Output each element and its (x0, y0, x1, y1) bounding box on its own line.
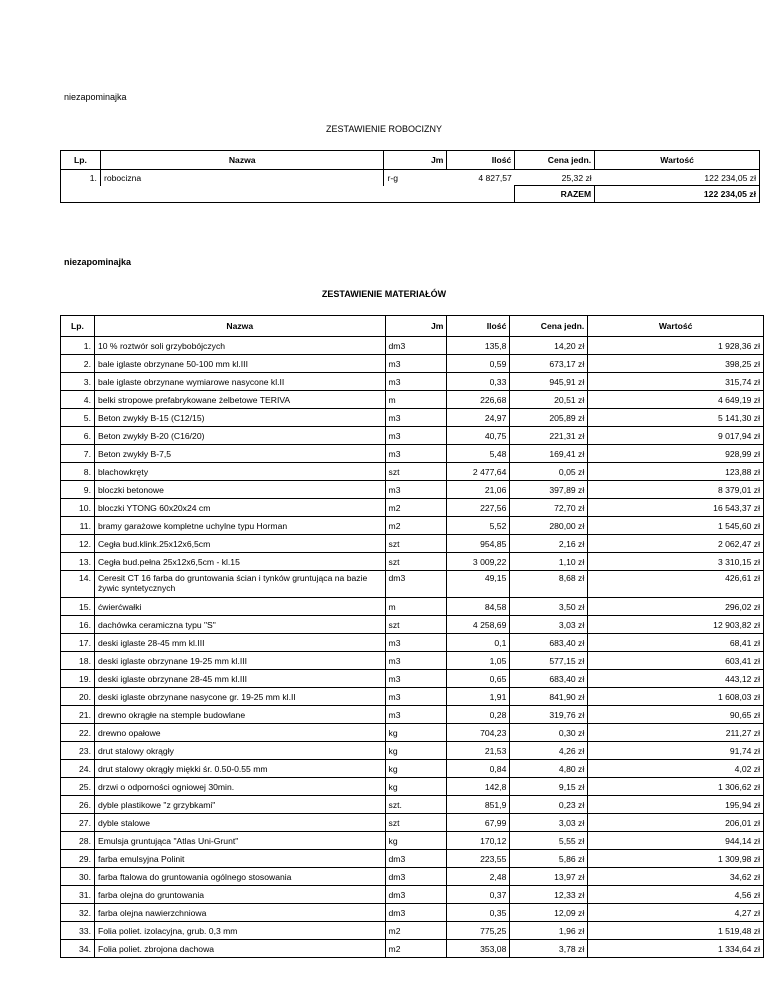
table-row (61, 463, 764, 481)
table-row (61, 170, 760, 186)
cell-lp: 3. (61, 373, 95, 391)
cell-wartosc: 1 608,03 zł (588, 688, 764, 706)
col-ilosc: Ilość (447, 151, 515, 170)
cell-ilosc: 0,84 (447, 760, 510, 778)
cell-wartosc: 4,02 zł (588, 760, 764, 778)
cell-cena: 5,55 zł (510, 832, 588, 850)
cell-jm: m3 (385, 427, 447, 445)
cell-wartosc: 2 062,47 zł (588, 535, 764, 553)
cell-wartosc: 315,74 zł (588, 373, 764, 391)
cell-ilosc: 353,08 (447, 940, 510, 958)
cell-lp: 5. (61, 409, 95, 427)
cell-jm: m3 (385, 670, 447, 688)
cell-wartosc: 398,25 zł (588, 355, 764, 373)
cell-jm: szt (385, 535, 447, 553)
cell-jm: dm3 (385, 571, 447, 598)
cell-nazwa: deski iglaste obrzynane nasycone gr. 19-25 mm kl.II (94, 688, 385, 706)
cell-nazwa: drewno okrągłe na stemple budowlane (94, 706, 385, 724)
cell-cena: 9,15 zł (510, 778, 588, 796)
cell-lp: 24. (61, 760, 95, 778)
cell-lp: 1. (89, 172, 97, 183)
cell-wartosc: 1 928,36 zł (588, 337, 764, 355)
col-cena: Cena jedn. (510, 316, 588, 337)
cell-nazwa: belki stropowe prefabrykowane żelbetowe TERIVA (94, 391, 385, 409)
cell-wartosc: 122 234,05 zł (704, 172, 756, 183)
cell-jm: m3 (385, 634, 447, 652)
cell-wartosc: 944,14 zł (588, 832, 764, 850)
total-label: RAZEM (515, 186, 595, 203)
cell-cena: 14,20 zł (510, 337, 588, 355)
table-row (61, 706, 764, 724)
cell-cena: 72,70 zł (510, 499, 588, 517)
cell-ilosc: 4 258,69 (447, 616, 510, 634)
cell-ilosc: 1,05 (447, 652, 510, 670)
cell-nazwa: drewno opałowe (94, 724, 385, 742)
cell-ilosc: 21,53 (447, 742, 510, 760)
cell-cena: 8,68 zł (510, 571, 588, 598)
col-wartosc: Wartość (588, 316, 764, 337)
cell-nazwa: Beton zwykły B-15 (C12/15) (94, 409, 385, 427)
cell-wartosc: 426,61 zł (588, 571, 764, 598)
cell-cena: 4,80 zł (510, 760, 588, 778)
cell-cena: 673,17 zł (510, 355, 588, 373)
table-row (61, 616, 764, 634)
cell-wartosc: 123,88 zł (588, 463, 764, 481)
cell-wartosc: 4,27 zł (588, 904, 764, 922)
col-lp: Lp. (61, 151, 101, 170)
cell-nazwa: blachowkręty (94, 463, 385, 481)
cell-lp: 9. (61, 481, 95, 499)
table-row (61, 832, 764, 850)
cell-wartosc: 90,65 zł (588, 706, 764, 724)
cell-lp: 6. (61, 427, 95, 445)
table-row (61, 688, 764, 706)
cell-cena: 3,03 zł (510, 814, 588, 832)
cell-cena: 683,40 zł (510, 670, 588, 688)
cell-wartosc: 211,27 zł (588, 724, 764, 742)
col-wartosc: Wartość (595, 151, 760, 170)
materials-company-label: niezapominajka (64, 257, 132, 267)
col-jm: Jm (384, 151, 447, 170)
table-row (61, 940, 764, 958)
cell-ilosc: 704,23 (447, 724, 510, 742)
cell-nazwa: bloczki YTONG 60x20x24 cm (94, 499, 385, 517)
materials-table (60, 315, 764, 958)
cell-wartosc: 195,94 zł (588, 796, 764, 814)
cell-nazwa: Emulsja gruntująca "Atlas Uni-Grunt" (94, 832, 385, 850)
table-row (61, 904, 764, 922)
cell-ilosc: 67,99 (447, 814, 510, 832)
cell-jm: dm3 (385, 904, 447, 922)
cell-cena: 3,03 zł (510, 616, 588, 634)
cell-cena: 0,30 zł (510, 724, 588, 742)
cell-nazwa: Folia poliet. zbrojona dachowa (94, 940, 385, 958)
cell-ilosc: 0,33 (447, 373, 510, 391)
cell-lp: 13. (61, 553, 95, 571)
empty-cell (447, 186, 515, 203)
cell-cena: 945,91 zł (510, 373, 588, 391)
cell-lp: 4. (61, 391, 95, 409)
cell-cena: 12,33 zł (510, 886, 588, 904)
cell-nazwa: dyble plastikowe "z grzybkami" (94, 796, 385, 814)
table-row (61, 652, 764, 670)
cell-lp: 31. (61, 886, 95, 904)
cell-ilosc: 0,28 (447, 706, 510, 724)
cell-lp: 33. (61, 922, 95, 940)
cell-lp: 30. (61, 868, 95, 886)
table-row (61, 517, 764, 535)
cell-ilosc: 226,68 (447, 391, 510, 409)
table-row (61, 778, 764, 796)
cell-ilosc: 0,1 (447, 634, 510, 652)
cell-ilosc: 5,52 (447, 517, 510, 535)
cell-jm: m2 (385, 922, 447, 940)
cell-cena: 2,16 zł (510, 535, 588, 553)
cell-lp: 12. (61, 535, 95, 553)
cell-lp: 27. (61, 814, 95, 832)
cell-jm: szt (385, 616, 447, 634)
cell-lp: 21. (61, 706, 95, 724)
cell-jm: szt (385, 463, 447, 481)
cell-wartosc: 4 649,19 zł (588, 391, 764, 409)
table-row (61, 868, 764, 886)
cell-nazwa: deski iglaste obrzynane 19-25 mm kl.III (94, 652, 385, 670)
cell-cena: 319,76 zł (510, 706, 588, 724)
materials-header-row (61, 316, 764, 337)
cell-jm: m (385, 391, 447, 409)
total-value: 122 234,05 zł (595, 186, 760, 203)
cell-jm: szt (385, 553, 447, 571)
cell-ilosc: 24,97 (447, 409, 510, 427)
cell-lp: 18. (61, 652, 95, 670)
empty-cell (100, 186, 384, 203)
cell-nazwa: robocizna (100, 170, 384, 186)
cell-jm: m3 (385, 445, 447, 463)
cell-nazwa: Beton zwykły B-20 (C16/20) (94, 427, 385, 445)
cell-nazwa: farba olejna nawierzchniowa (94, 904, 385, 922)
cell-lp: 11. (61, 517, 95, 535)
cell-wartosc: 16 543,37 zł (588, 499, 764, 517)
table-row (61, 535, 764, 553)
cell-ilosc: 40,75 (447, 427, 510, 445)
table-row (61, 499, 764, 517)
cell-nazwa: farba emulsyjna Polinit (94, 850, 385, 868)
table-row (61, 391, 764, 409)
cell-wartosc: 8 379,01 zł (588, 481, 764, 499)
cell-lp: 29. (61, 850, 95, 868)
table-row (61, 427, 764, 445)
table-row (61, 724, 764, 742)
cell-ilosc: 4 827,57 (478, 172, 512, 183)
cell-lp: 14. (61, 571, 95, 598)
cell-cena: 13,97 zł (510, 868, 588, 886)
cell-nazwa: ćwierćwałki (94, 598, 385, 616)
cell-cena: 25,32 zł (561, 172, 592, 183)
table-row (61, 598, 764, 616)
cell-cena: 1,10 zł (510, 553, 588, 571)
cell-nazwa: deski iglaste 28-45 mm kl.III (94, 634, 385, 652)
cell-wartosc: 3 310,15 zł (588, 553, 764, 571)
cell-nazwa: 10 % roztwór soli grzybobójczych (94, 337, 385, 355)
cell-wartosc: 34,62 zł (588, 868, 764, 886)
cell-wartosc: 1 334,64 zł (588, 940, 764, 958)
cell-cena: 1,96 zł (510, 922, 588, 940)
cell-ilosc: 775,25 (447, 922, 510, 940)
cell-nazwa: farba ftalowa do gruntowania ogólnego stosowania (94, 868, 385, 886)
table-row (61, 373, 764, 391)
labor-header-row (61, 151, 760, 170)
cell-nazwa: Cegła bud.klink.25x12x6,5cm (94, 535, 385, 553)
cell-wartosc: 68,41 zł (588, 634, 764, 652)
cell-nazwa: drut stalowy okrągły (94, 742, 385, 760)
col-nazwa: Nazwa (94, 316, 385, 337)
cell-nazwa: Folia poliet. izolacyjna, grub. 0,3 mm (94, 922, 385, 940)
cell-wartosc: 12 903,82 zł (588, 616, 764, 634)
cell-nazwa: dyble stalowe (94, 814, 385, 832)
cell-nazwa: dachówka ceramiczna typu "S" (94, 616, 385, 634)
cell-lp: 23. (61, 742, 95, 760)
cell-nazwa: deski iglaste obrzynane 28-45 mm kl.III (94, 670, 385, 688)
cell-ilosc: 49,15 (447, 571, 510, 598)
cell-wartosc: 443,12 zł (588, 670, 764, 688)
col-cena: Cena jedn. (515, 151, 595, 170)
cell-jm: kg (385, 742, 447, 760)
total-row (61, 186, 760, 203)
table-row (61, 760, 764, 778)
cell-cena: 12,09 zł (510, 904, 588, 922)
cell-wartosc: 603,41 zł (588, 652, 764, 670)
col-ilosc: Ilość (447, 316, 510, 337)
cell-lp: 22. (61, 724, 95, 742)
cell-jm: kg (385, 724, 447, 742)
cell-wartosc: 1 306,62 zł (588, 778, 764, 796)
cell-nazwa: bramy garażowe kompletne uchylne typu Horman (94, 517, 385, 535)
cell-ilosc: 5,48 (447, 445, 510, 463)
cell-cena: 397,89 zł (510, 481, 588, 499)
cell-nazwa: bloczki betonowe (94, 481, 385, 499)
cell-lp: 1. (61, 337, 95, 355)
cell-cena: 3,50 zł (510, 598, 588, 616)
cell-nazwa: Beton zwykły B-7,5 (94, 445, 385, 463)
cell-ilosc: 2,48 (447, 868, 510, 886)
table-row (61, 553, 764, 571)
table-row (61, 922, 764, 940)
cell-nazwa: drut stalowy okrągły miękki śr. 0.50-0.55 mm (94, 760, 385, 778)
cell-jm: m3 (385, 706, 447, 724)
cell-ilosc: 21,06 (447, 481, 510, 499)
cell-cena: 577,15 zł (510, 652, 588, 670)
company-label: niezapominajka (64, 92, 127, 102)
materials-title: ZESTAWIENIE MATERIAŁÓW (321, 289, 447, 299)
cell-ilosc: 0,35 (447, 904, 510, 922)
table-row (61, 337, 764, 355)
cell-jm: m3 (385, 409, 447, 427)
cell-jm: dm3 (385, 337, 447, 355)
cell-cena: 169,41 zł (510, 445, 588, 463)
cell-lp: 34. (61, 940, 95, 958)
cell-cena: 3,78 zł (510, 940, 588, 958)
cell-cena: 4,26 zł (510, 742, 588, 760)
cell-jm: m3 (385, 652, 447, 670)
cell-wartosc: 91,74 zł (588, 742, 764, 760)
cell-ilosc: 223,55 (447, 850, 510, 868)
cell-lp: 2. (61, 355, 95, 373)
cell-jm: kg (385, 778, 447, 796)
cell-ilosc: 142,8 (447, 778, 510, 796)
cell-jm: szt. (385, 796, 447, 814)
table-row (61, 481, 764, 499)
cell-wartosc: 1 519,48 zł (588, 922, 764, 940)
cell-ilosc: 170,12 (447, 832, 510, 850)
table-row (61, 445, 764, 463)
cell-wartosc: 206,01 zł (588, 814, 764, 832)
cell-jm: m3 (385, 481, 447, 499)
cell-jm: m2 (385, 940, 447, 958)
cell-wartosc: 5 141,30 zł (588, 409, 764, 427)
empty-cell (384, 186, 447, 203)
cell-cena: 5,86 zł (510, 850, 588, 868)
cell-lp: 7. (61, 445, 95, 463)
cell-lp: 28. (61, 832, 95, 850)
cell-cena: 280,00 zł (510, 517, 588, 535)
cell-cena: 20,51 zł (510, 391, 588, 409)
cell-jm: m3 (385, 688, 447, 706)
cell-ilosc: 0,37 (447, 886, 510, 904)
cell-lp: 20. (61, 688, 95, 706)
cell-jm: m3 (385, 355, 447, 373)
cell-nazwa: Ceresit CT 16 farba do gruntowania ścian i tynków gruntująca na bazie żywic syntetycznych (94, 571, 385, 598)
cell-lp: 25. (61, 778, 95, 796)
cell-ilosc: 2 477,64 (447, 463, 510, 481)
table-row (61, 571, 764, 598)
empty-cell (61, 186, 101, 203)
cell-lp: 16. (61, 616, 95, 634)
cell-wartosc: 4,56 zł (588, 886, 764, 904)
cell-cena: 683,40 zł (510, 634, 588, 652)
cell-lp: 10. (61, 499, 95, 517)
table-row (61, 355, 764, 373)
cell-wartosc: 1 309,98 zł (588, 850, 764, 868)
cell-lp: 26. (61, 796, 95, 814)
cell-jm: dm3 (385, 886, 447, 904)
cell-ilosc: 1,91 (447, 688, 510, 706)
cell-ilosc: 135,8 (447, 337, 510, 355)
table-row (61, 814, 764, 832)
cell-nazwa: drzwi o odporności ogniowej 30min. (94, 778, 385, 796)
cell-ilosc: 84,58 (447, 598, 510, 616)
cell-cena: 0,05 zł (510, 463, 588, 481)
labor-title: ZESTAWIENIE ROBOCIZNY (325, 124, 442, 134)
cell-jm: kg (385, 760, 447, 778)
cell-wartosc: 1 545,60 zł (588, 517, 764, 535)
cell-wartosc: 9 017,94 zł (588, 427, 764, 445)
cell-ilosc: 851,9 (447, 796, 510, 814)
cell-jm: m2 (385, 499, 447, 517)
cell-cena: 221,31 zł (510, 427, 588, 445)
cell-nazwa: bale iglaste obrzynane 50-100 mm kl.III (94, 355, 385, 373)
cell-nazwa: farba olejna do gruntowania (94, 886, 385, 904)
cell-ilosc: 0,59 (447, 355, 510, 373)
cell-wartosc: 296,02 zł (588, 598, 764, 616)
cell-nazwa: Cegła bud.pełna 25x12x6,5cm - kl.15 (94, 553, 385, 571)
labor-table (60, 150, 760, 203)
cell-lp: 19. (61, 670, 95, 688)
cell-jm: kg (385, 832, 447, 850)
cell-ilosc: 3 009,22 (447, 553, 510, 571)
cell-ilosc: 0,65 (447, 670, 510, 688)
table-row (61, 796, 764, 814)
cell-jm: dm3 (385, 868, 447, 886)
cell-cena: 205,89 zł (510, 409, 588, 427)
table-row (61, 634, 764, 652)
cell-jm: r-g (384, 170, 447, 186)
cell-lp: 8. (61, 463, 95, 481)
cell-jm: m (385, 598, 447, 616)
cell-cena: 0,23 zł (510, 796, 588, 814)
table-row (61, 409, 764, 427)
cell-nazwa: bale iglaste obrzynane wymiarowe nasycone kl.II (94, 373, 385, 391)
cell-lp: 17. (61, 634, 95, 652)
cell-jm: dm3 (385, 850, 447, 868)
cell-ilosc: 227,56 (447, 499, 510, 517)
table-row (61, 742, 764, 760)
table-row (61, 670, 764, 688)
cell-lp: 15. (61, 598, 95, 616)
table-row (61, 850, 764, 868)
cell-wartosc: 928,99 zł (588, 445, 764, 463)
col-jm: Jm (385, 316, 447, 337)
col-lp: Lp. (61, 316, 95, 337)
col-nazwa: Nazwa (100, 151, 384, 170)
cell-cena: 841,90 zł (510, 688, 588, 706)
cell-lp: 32. (61, 904, 95, 922)
table-row (61, 886, 764, 904)
cell-ilosc: 954,85 (447, 535, 510, 553)
cell-jm: m2 (385, 517, 447, 535)
cell-jm: szt (385, 814, 447, 832)
cell-jm: m3 (385, 373, 447, 391)
